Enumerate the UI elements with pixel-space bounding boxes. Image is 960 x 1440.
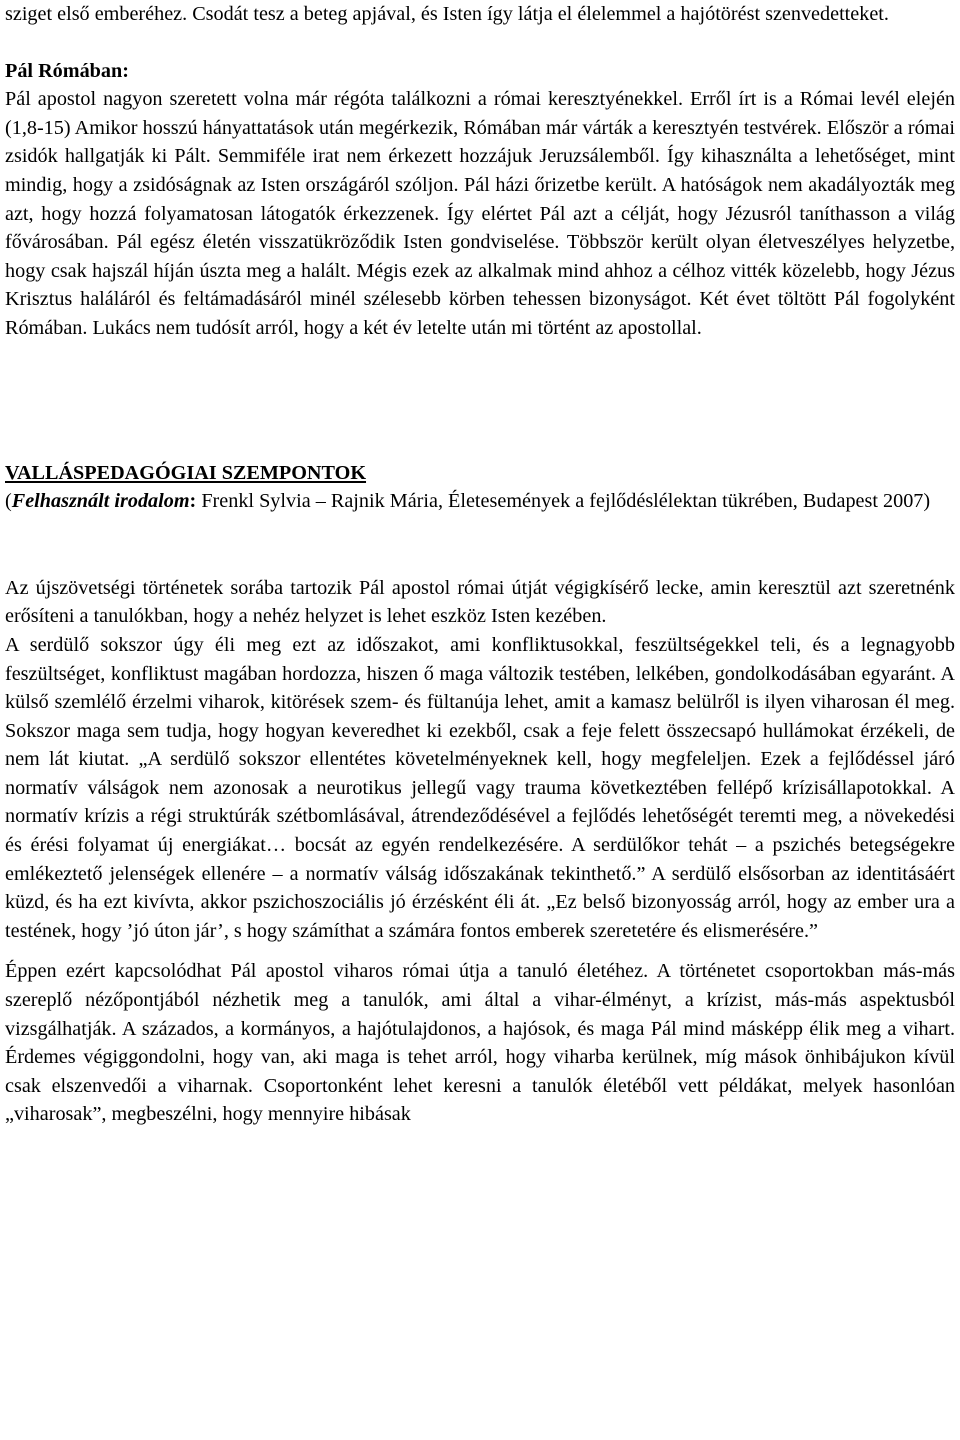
section-heading: VALLÁSPEDAGÓGIAI SZEMPONTOK [5, 461, 367, 484]
spacer [5, 343, 955, 459]
source-citation [5, 487, 955, 516]
paragraph-intro: Az újszövetségi történetek sorába tartozik Pál apostol római útját végigkísérő lecke, amin keresztül azt szeretnénk erősíteni a tanulókban, hogy a nehéz helyzet is lehet eszköz Isten kezében. [5, 576, 955, 628]
intro-paragraph: sziget első emberéhez. Csodát tesz a beteg apjával, és Isten így látja el élelemmel a hajótörést szenvedetteket. [5, 3, 889, 25]
paragraph-adolescence: A serdülő sokszor úgy éli meg ezt az időszakot, ami konfliktusokkal, feszültségekkel teli, és a legnagyobb feszültséget, konfliktust magában hordozza, hiszen ő maga változik testében, lelkében, gondolkodásában egyaránt. A külső szemlélő érzelmi viharok, kitörések szem- és fültanúja lehet, amit a kamasz belülről is ilyen viharosan él meg. Sokszor maga sem tudja, hogy hogyan keveredhet ki ezekből, csak a feje felett összecsapó hullámokat érzékeli, de nem lát kiutat. „A serdülő sokszor ellentétes követelményeknek kell, hogy megfeleljen. Ezek a fejlődéssel járó normatív válságok nem azonosak a neurotikus jellegű vagy trauma következtében fellépő krízisállapotokkal. A normatív krízis a régi struktúrák szétbomlásával, átrendeződésével a fejlődés lehetőségét teremti meg, a növekedési és érési folyamat új energiákat… bocsát az egyén rendelkezésére. A serdülőkor tehát – a pszichés betegségekre emlékeztető jelenségek ellenére – a normatív válság időszakának tekinthető.” A serdülő elsősorban az identitásáért küzd, és ha ezt kivívta, akkor pszichoszociális jó érzésként éli át. „Ez belső bizonyosság arról, hogy az ember ura a testének, hogy ’jó úton jár’, s hogy számíthat a számára fontos emberek szeretetére és elismerésére.” [5, 633, 955, 942]
spacer [5, 516, 955, 574]
spacer [5, 945, 955, 957]
document-page [5, 0, 955, 1129]
section-body-paragraph: Pál apostol nagyon szeretett volna már régóta találkozni a római keresztyénekkel. Erről írt is a Római levél elején (1,8-15) Amikor hosszú hányattatások után megérkezik, Rómában már várták a keresztyén testvérek. Először a római zsidók hallgatják ki Pált. Semmiféle irat nem érkezett hozzájuk Jeruzsálemből. Így kihasználta a lehetőséget, mint mindig, hogy a zsidóságnak az Isten országáról szóljon. Pál házi őrizetbe került. A hatóságok nem akadályozták meg azt, hogy hozzá folyamatosan látogatók érkezzenek. Így elértet Pál azt a célját, hogy Jézusról taníthasson a világ fővárosában. Pál egész életén visszatükröződik Isten gondviselése. Többször került olyan életveszélyes helyzetbe, hogy csak hajszál híján úszta meg a halált. Mégis ezek az alkalmak mind ahhoz a célhoz vitték közelebb, hogy Jézus Krisztus haláláról és feltámadásáról minél szélesebb körben tehessen bizonyságot. Két évet töltött Pál fogolyként Rómában. Lukács nem tudósít arról, hogy a két év letelte után mi történt az apostollal. [5, 88, 955, 339]
source-label: Felhasznált irodalom [11, 490, 190, 513]
source-colon: : [189, 490, 197, 513]
source-open-paren: ( [5, 490, 12, 513]
paragraph-application: Éppen ezért kapcsolódhat Pál apostol viharos római útja a tanuló életéhez. A történetet csoportokban más-más szereplő nézőpontjából nézhetik meg a tanulók, ami által a vihar-élményt, a krízist, más-más aspektusból vizsgálhatják. A százados, a kormányos, a hajótulajdonos, a hajósok, és maga Pál mind másképp élik meg a vihart. Érdemes végiggondolni, hogy van, aki maga is tehet arról, hogy viharba kerülnek, míg mások önhibájukon kívül csak elszenvedői a viharnak. Csoportonként lehet keresni a tanulók életéből vett példákat, melyek hasonlóan „viharosak”, megbeszélni, hogy mennyire hibásak [5, 960, 955, 1126]
spacer [5, 29, 955, 57]
source-text: Frenkl Sylvia – Rajnik Mária, Életesemények a fejlődéslélektan tükrében, Budapest 2007) [196, 490, 931, 513]
section-subheading: Pál Rómában: [5, 59, 129, 82]
